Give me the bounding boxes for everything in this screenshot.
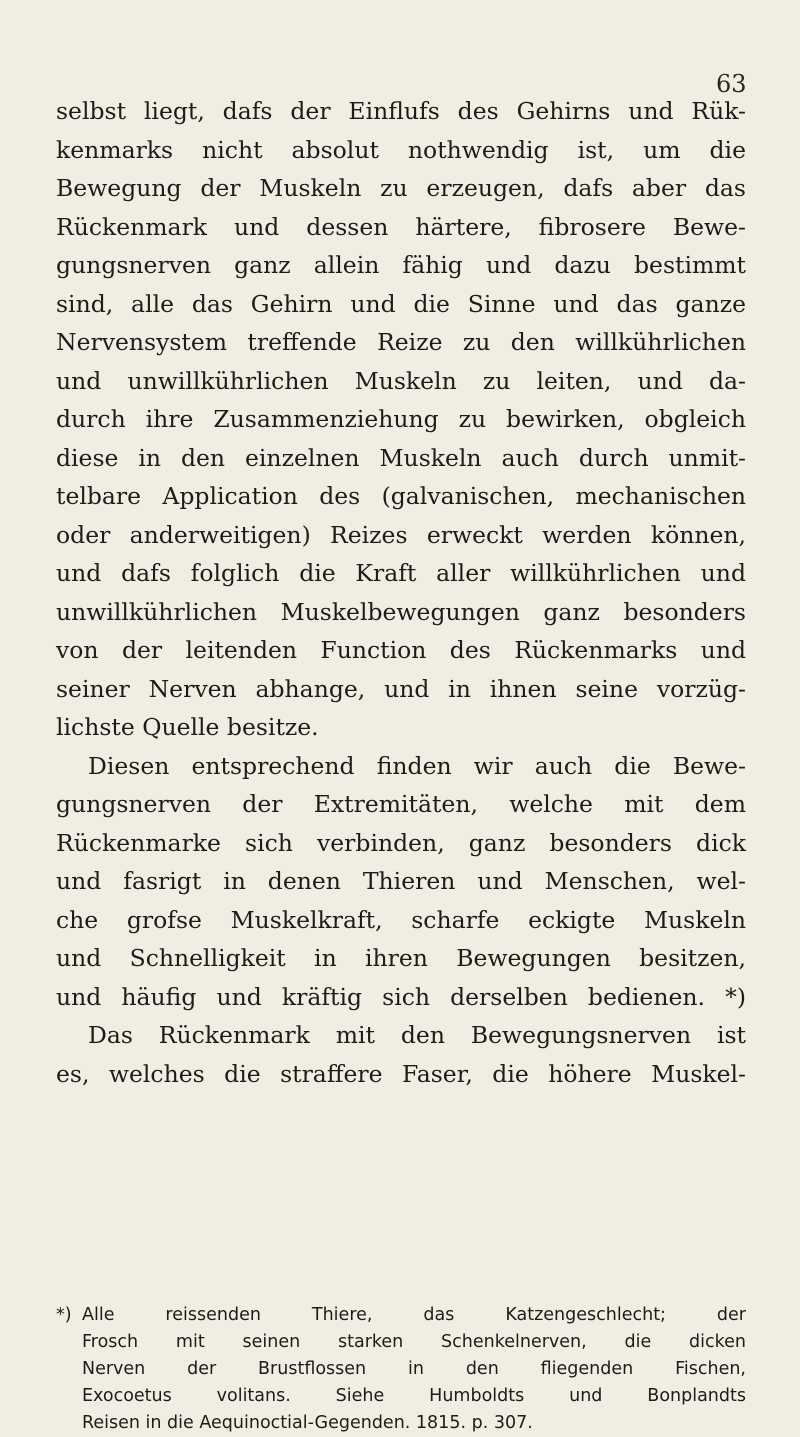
text-line: Diesen entsprechend finden wir auch die Bewe- — [88, 751, 746, 780]
text-line: es, welches die straffere Faser, die höhere Muskel- — [56, 1059, 746, 1088]
text-line: und häufig und kräftig sich derselben bedienen. *) — [56, 982, 746, 1011]
text-line: und unwillkührlichen Muskeln zu leiten, und da- — [56, 366, 746, 395]
text-line: Bewegung der Muskeln zu erzeugen, dafs aber das — [56, 174, 746, 202]
text-line: selbst liegt, dafs der Einflufs des Gehirns und Rük- — [56, 97, 746, 125]
footnote-text: Alle reissenden Thiere, das Katzengeschlecht; der — [82, 1305, 746, 1325]
text-line: Nervensystem treffende Reize zu den willkührlichen — [56, 328, 746, 356]
text-line: telbare Application des (galvanischen, mechanischen — [56, 482, 746, 510]
text-line: von der leitenden Function des Rückenmarks und — [56, 636, 746, 664]
text-line: che grofse Muskelkraft, scharfe eckigte Muskeln — [56, 905, 746, 934]
footnote — [56, 1302, 746, 1437]
text-line: unwillkührlichen Muskelbewegungen ganz besonders — [56, 597, 746, 626]
footnote-line — [56, 1302, 746, 1329]
footnote-line: Reisen in die Aequinoctial-Gegenden. 1815. p. 307. — [82, 1413, 533, 1433]
text-line: gungsnerven der Extremitäten, welche mit dem — [56, 790, 746, 818]
text-line: durch ihre Zusammenziehung zu bewirken, obgleich — [56, 405, 746, 433]
footnote-line: Nerven der Brustflossen in den fliegenden Fischen, — [82, 1359, 746, 1379]
text-line: und fasrigt in denen Thieren und Menschen, wel- — [56, 867, 746, 895]
page-number: 63 — [716, 70, 747, 98]
text-line: gungsnerven ganz allein fähig und dazu bestimmt — [56, 251, 746, 279]
text-line: seiner Nerven abhange, und in ihnen seine vorzüg- — [56, 674, 746, 703]
footnote-line: Exocoetus volitans. Siehe Humboldts und Bonplandts — [82, 1386, 746, 1406]
text-line: diese in den einzelnen Muskeln auch durch unmit- — [56, 443, 746, 472]
footnote-marker: *) — [56, 1305, 72, 1325]
footnote-line: Frosch mit seinen starken Schenkelnerven, die dicken — [82, 1332, 746, 1352]
text-line: kenmarks nicht absolut nothwendig ist, um die — [56, 135, 746, 164]
text-line: sind, alle das Gehirn und die Sinne und das ganze — [56, 289, 746, 318]
text-line: Das Rückenmark mit den Bewegungsnerven ist — [88, 1021, 746, 1049]
body-text — [56, 92, 746, 1093]
text-line: und dafs folglich die Kraft aller willkührlichen und — [56, 559, 746, 587]
text-line: oder anderweitigen) Reizes erweckt werden können, — [56, 520, 746, 549]
text-line: lichste Quelle besitze. — [56, 713, 319, 741]
text-line: und Schnelligkeit in ihren Bewegungen besitzen, — [56, 944, 746, 972]
text-line: Rückenmark und dessen härtere, fibrosere Bewe- — [56, 212, 746, 241]
text-line: Rückenmarke sich verbinden, ganz besonders dick — [56, 828, 746, 857]
